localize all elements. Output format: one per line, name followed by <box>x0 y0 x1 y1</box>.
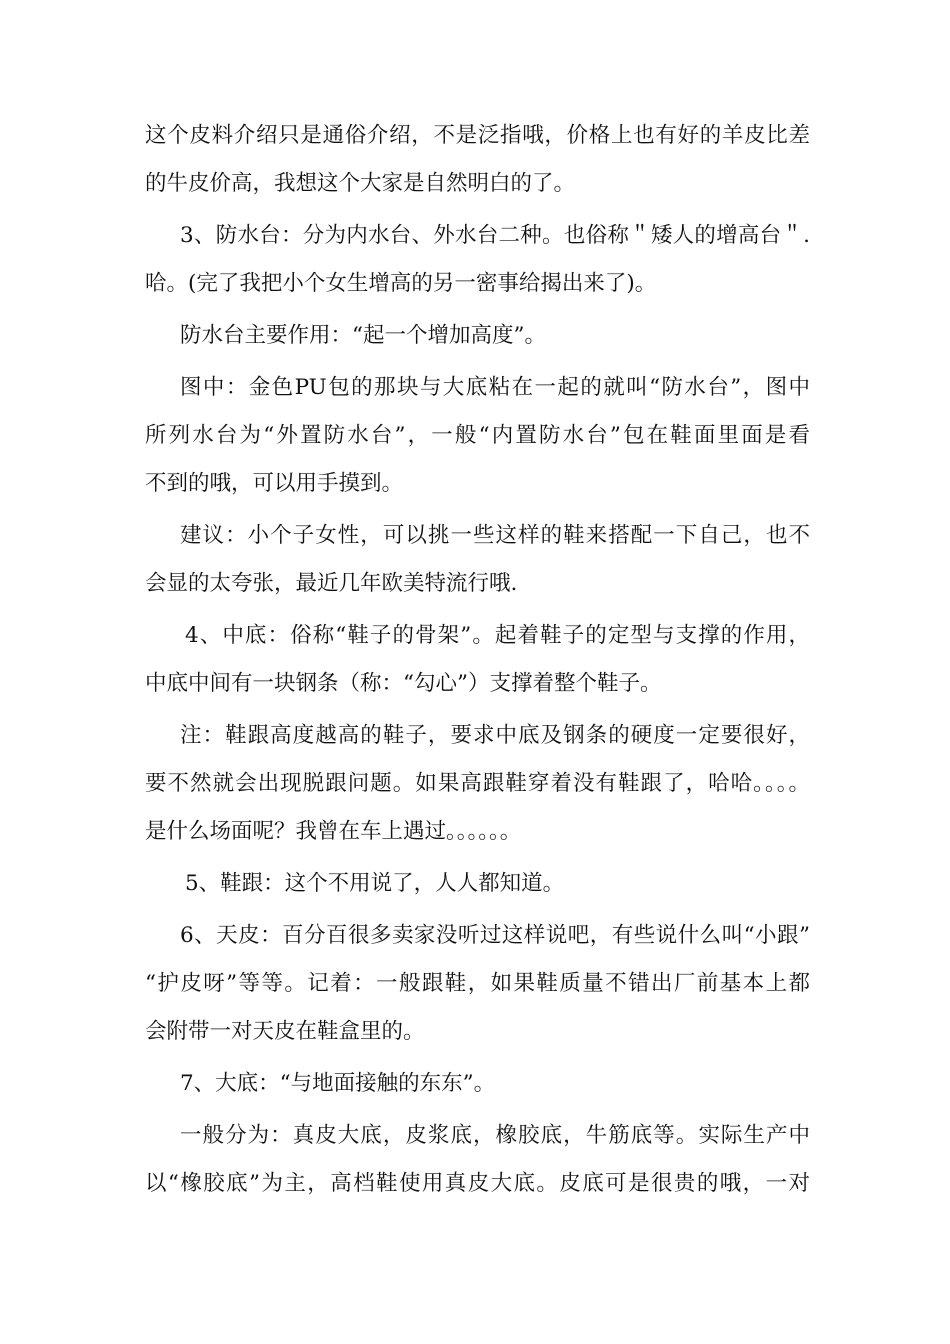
paragraph-midsole: 4、中底：俗称“鞋子的骨架”。起着鞋子的定型与支撑的作用， <box>185 623 810 648</box>
text-line: “护皮呀”等等。记着：一般跟鞋，如果鞋质量不错出厂前基本上都 <box>145 971 810 996</box>
text-line: 以“橡胶底”为主，高档鞋使用真皮大底。皮底可是很贵的哦，一对 <box>145 1171 810 1196</box>
text-line: 所列水台为“外置防水台”，一般“内置防水台”包在鞋面里面是看 <box>145 423 810 448</box>
text-line: 中底中间有一块钢条（称：“勾心”）支撑着整个鞋子。 <box>145 671 662 696</box>
text-line: 是什么场面呢？我曾在车上遇过。。。。。。 <box>145 819 522 844</box>
paragraph-heel: 5、鞋跟：这个不用说了，人人都知道。 <box>185 871 565 896</box>
text-line: 的牛皮价高，我想这个大家是自然明白的了。 <box>145 171 576 196</box>
paragraph-outsole: 7、大底：“与地面接触的东东”。 <box>180 1071 496 1096</box>
document-body <box>145 112 810 1208</box>
text-line: 要不然就会出现脱跟问题。如果高跟鞋穿着没有鞋跟了，哈哈。。。。 <box>145 771 810 796</box>
paragraph-outsole-types: 一般分为：真皮大底，皮浆底，橡胶底，牛筋底等。实际生产中 <box>180 1123 810 1148</box>
paragraph-platform-function: 防水台主要作用：“起一个增加高度”。 <box>180 323 546 348</box>
text-line: 不到的哦，可以用手摸到。 <box>145 471 404 496</box>
paragraph-note: 注：鞋跟高度越高的鞋子，要求中底及钢条的硬度一定要很好， <box>180 723 810 748</box>
text-line: 哈。(完了我把小个女生增高的另一密事给揭出来了)。 <box>145 271 657 296</box>
paragraph-waterproof-platform: 3、防水台：分为内水台、外水台二种。也俗称＂矮人的增高台＂. <box>180 223 810 248</box>
paragraph-suggestion: 建议：小个子女性，可以挑一些这样的鞋来搭配一下自己，也不 <box>180 523 810 548</box>
text-line: 会附带一对天皮在鞋盒里的。 <box>145 1019 425 1044</box>
text-line: 这个皮料介绍只是通俗介绍，不是泛指哦，价格上也有好的羊皮比差 <box>145 123 810 148</box>
text-line: 会显的太夸张，最近几年欧美特流行哦. <box>145 571 518 596</box>
paragraph-top-lift: 6、天皮：百分百很多卖家没听过这样说吧，有些说什么叫“小跟” <box>180 923 810 948</box>
paragraph-figure-note: 图中：金色PU包的那块与大底粘在一起的就叫“防水台”，图中 <box>180 375 810 400</box>
